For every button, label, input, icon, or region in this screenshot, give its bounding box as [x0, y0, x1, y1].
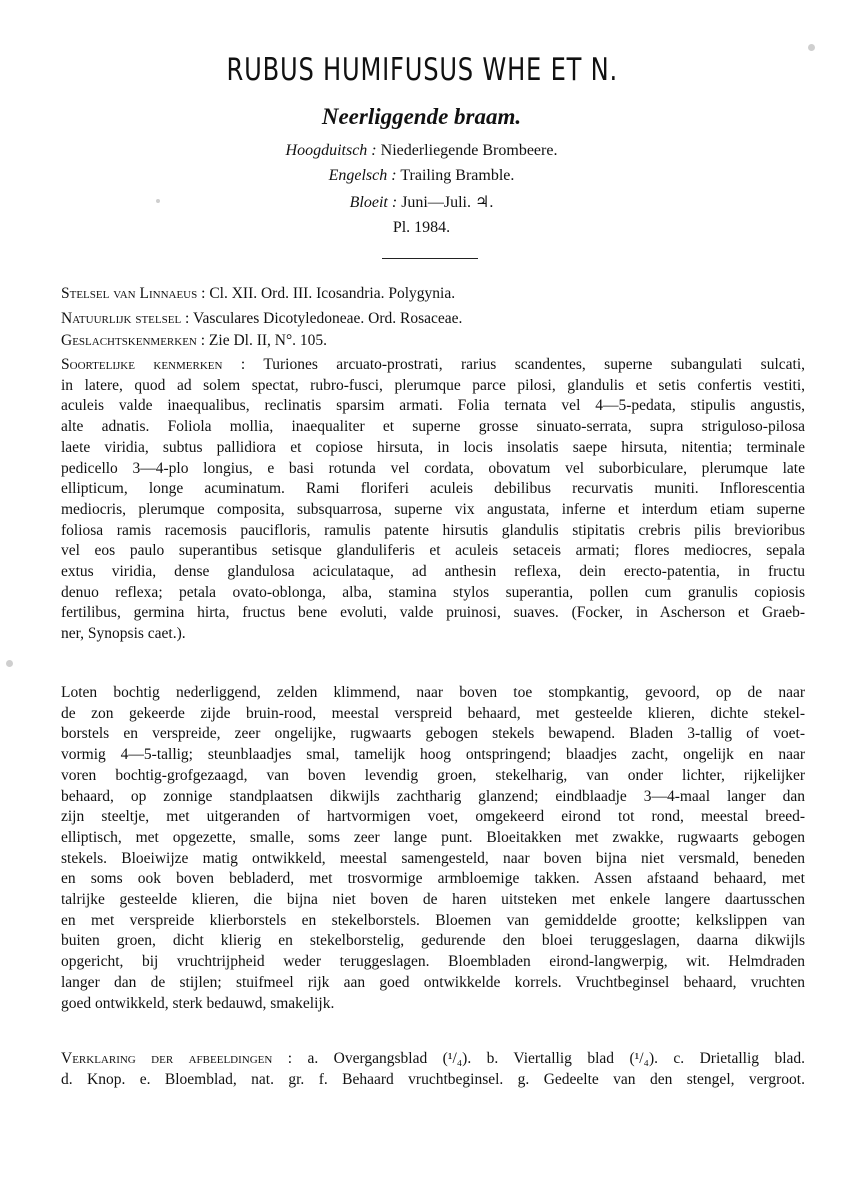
natural-system [61, 310, 462, 328]
dutch-line: opgericht, bij vruchtrijpheid weder teruggeslagen. Bloembladen eirond-langwerpig, wit. Helmdraden [61, 953, 805, 971]
bloom-label: Bloeit : [349, 194, 398, 211]
german-name [0, 142, 843, 160]
dutch-description [61, 683, 805, 1014]
plate-number: Pl. 1984. [392, 219, 451, 236]
natural-label: Natuurlijk stelsel : [61, 310, 190, 327]
latin-line: denuo reflexa; petala ovato-oblonga, alba, stamina stylos superantia, pollen cum granulis copiosis [61, 583, 805, 601]
latin-line [61, 355, 805, 376]
figure-legend-label: Verklaring der afbeeldingen : [61, 1050, 293, 1067]
latin-line: mediocris, plerumque composita, subsquarrosa, superne vix angustata, inferne et interdum etiam superne [61, 500, 805, 518]
dutch-line: behaard, op zonnige standplaatsen dikwijls zachtharig glanzend; eindblaadje 3—4-maal langer dan [61, 787, 805, 805]
dutch-line: vormig 4—5-tallig; steunblaadjes smal, tamelijk hoog ontspringend; blaadjes zacht, ongelijk en naar [61, 746, 805, 764]
latin-label: Soortelijke kenmerken : [61, 356, 246, 373]
latin-line: aculeis valde inaequalibus, reclinatis sparsim armati. Folia ternata vel 4—5-pedata, stipulis angustis, [61, 397, 805, 415]
bloom-value: Juni—Juli. ♃. [401, 194, 494, 211]
latin-line: ellipticum, longe acuminatum. Rami floriferi aculeis debilibus recurvatis muniti. Inflorescentia [61, 480, 805, 498]
latin-line: ner, Synopsis caet.). [61, 625, 186, 643]
latin-line: extus viridia, dense glandulosa aciculataque, ad anthesin reflexa, dein erecto-patentia, in fructu [61, 563, 805, 581]
genus-value: Zie Dl. II, N°. 105. [208, 332, 328, 349]
dutch-line: stekels. Bloeiwijze matig ontwikkeld, meestal samengesteld, naar boven bijna niet versmald, beneden [61, 849, 805, 867]
page-subtitle: Neerliggende braam. [321, 104, 522, 129]
english-name [0, 167, 843, 185]
dutch-line: zijn steeltje, met uitgeranden of hartvormigen voet, omgekeerd eirond tot rond, meestal breed- [61, 808, 805, 826]
figure-legend-text: a. Overgangsblad (¹/₄). b. Viertallig blad (¹/₄). c. Drietallig blad. [307, 1050, 805, 1067]
linnaeus-value: Cl. XII. Ord. III. Icosandria. Polygynia. [209, 285, 456, 302]
linnaeus-label: Stelsel van Linnaeus : [61, 285, 206, 302]
dutch-line: talrijke gesteelde klieren, die bijna niet boven de haren uitsteken met enkele langere daartusschen [61, 891, 805, 909]
page-title: RUBUS HUMIFUSUS WHE ET N. [226, 52, 618, 88]
english-value: Trailing Bramble. [400, 167, 515, 184]
dutch-line: de zon gekeerde zijde bruin-rood, meestal verspreid behaard, met gesteelde klieren, dichte stekel- [61, 704, 805, 722]
dutch-line: en soms ook boven bebladerd, met trosvormige armbloemige takken. Assen afstaand behaard, met [61, 870, 805, 888]
speck-mark [6, 660, 13, 667]
figure-legend-line: d. Knop. e. Bloemblad, nat. gr. f. Behaard vruchtbeginsel. g. Gedeelte van den stengel, vergroot. [61, 1070, 805, 1088]
dutch-line: buiten groen, dicht klierig en stekelborstelig, gedurende den bloei teruggeslagen, daarna dikwijls [61, 932, 805, 950]
latin-line: fertilibus, germina hirta, fructus bene evoluti, valde pruinosi, suaves. (Focker, in Ascherson et Graeb- [61, 604, 805, 622]
dutch-line: en met verspreide klierborstels en stekelborstels. Bloemen van gemiddelde grootte; kelkslippen van [61, 911, 805, 929]
genus-label: Geslachtskenmerken : [61, 332, 206, 349]
figure-legend [61, 1049, 805, 1090]
linnaeus-system [61, 285, 455, 303]
dutch-line: goed ontwikkeld, sterk bedauwd, smakelijk. [61, 994, 335, 1012]
english-label: Engelsch : [328, 167, 397, 184]
genus-characters [61, 332, 327, 350]
latin-description [61, 355, 805, 645]
bloom-period [0, 192, 843, 212]
german-value: Niederliegende Brombeere. [380, 142, 558, 159]
figure-legend-line [61, 1049, 805, 1070]
dutch-line: Loten bochtig nederliggend, zelden klimmend, naar boven toe stompkantig, gevoord, op de naar [61, 684, 805, 701]
latin-line: foliosa ramis racemosis paucifloris, ramulis patente hirsutis glandulis stipitatis crebris pilis brevioribus [61, 521, 805, 539]
latin-line: vel eos paulo superantibus setisque glanduliferis et aculeis setaceis armati; flores mediocres, sepala [61, 542, 805, 560]
dutch-line: langer dan de stijlen; stuifmeel rijk aan goed ontwikkelde korrels. Vruchtbeginsel behaard, vruchten [61, 973, 805, 991]
dutch-line: voren bochtig-grofgezaagd, van boven levendig groen, stekelharig, van onder lichter, rijkelijker [61, 766, 805, 784]
speck-mark [808, 44, 815, 51]
latin-line: laete viridia, subtus pallidiora et copiose hirsuta, in locis insolatis saepe hirsuta, nitentia; terminale [61, 438, 805, 456]
german-label: Hoogduitsch : [285, 142, 377, 159]
dutch-line: borstels en verspreide, zeer ongelijke, rugwaarts gebogen stekels bewapend. Bladen 3-tallig of voet- [61, 725, 805, 743]
latin-line-text: Turiones arcuato-prostrati, rarius scandentes, superne subangulati sulcati, [263, 356, 805, 373]
latin-line: in latere, quod ad solem spectat, rubro-fusci, plerumque parce pilosi, glandulis et setis confertis vestiti, [61, 376, 805, 394]
divider [382, 258, 478, 259]
latin-line: pedicello 3—4-plo longius, e basi rotunda vel cordata, obovatum vel suborbiculare, plerumque late [61, 459, 805, 477]
latin-line: alte adnatis. Foliola mollia, inaequaliter et superne grosse sinuato-serrata, supra striguloso-pilosa [61, 418, 805, 436]
natural-value: Vasculares Dicotyledoneae. Ord. Rosaceae. [192, 310, 463, 327]
dutch-line: elliptisch, met opgezette, smalle, soms zeer lange punt. Bloeitakken met zwakke, rugwaarts gebogen [61, 828, 805, 846]
